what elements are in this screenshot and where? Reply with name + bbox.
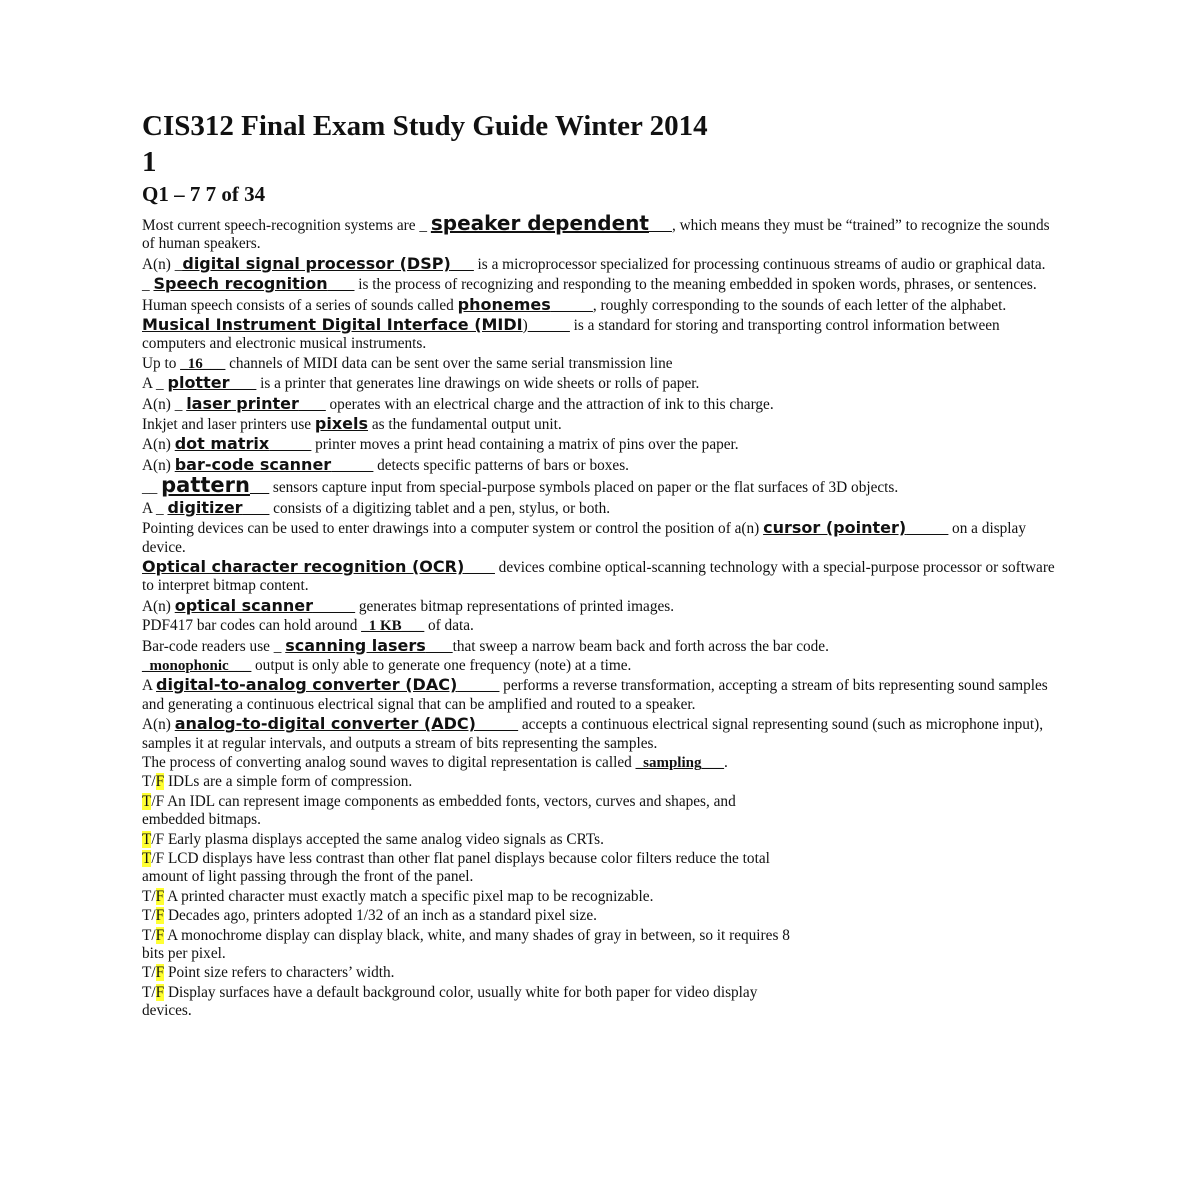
true-false-list bbox=[142, 773, 1062, 1020]
blank: ___ bbox=[425, 637, 453, 655]
question-text: , roughly corresponding to the sounds of each letter of the alphabet. bbox=[592, 296, 1007, 314]
blank: _____ bbox=[475, 716, 519, 734]
question-text: operates with an electrical charge and the attraction of ink to this charge. bbox=[325, 395, 774, 413]
question-11 bbox=[142, 456, 1062, 475]
question-9 bbox=[142, 415, 1062, 434]
question-text: , which means they must be “trained” to recognize the sounds of human speakers. bbox=[142, 217, 1050, 253]
question-text: A(n) bbox=[142, 436, 175, 454]
question-text: . bbox=[723, 753, 728, 771]
blank: _____ bbox=[312, 597, 356, 615]
tf-true: T bbox=[142, 983, 152, 1001]
tf-false: F bbox=[155, 850, 165, 867]
question-18 bbox=[142, 637, 1062, 656]
blank: _____ bbox=[906, 520, 949, 538]
question-text: devices combine optical-scanning technology with a special-purpose processor or software to interpret bitmap content. bbox=[142, 558, 1055, 595]
question-text: __ bbox=[142, 479, 162, 497]
tf-false: F bbox=[155, 773, 165, 791]
answer: Musical Instrument Digital Interface (MIDI bbox=[142, 315, 523, 335]
question-text: of data. bbox=[424, 617, 474, 635]
tf-false: F bbox=[155, 792, 165, 810]
question-2 bbox=[142, 255, 1062, 274]
tf-slash: / bbox=[151, 792, 156, 810]
question-text: A bbox=[142, 677, 157, 695]
tf-statement-continued: embedded bitmaps. bbox=[142, 811, 261, 829]
answer: laser printer bbox=[186, 393, 299, 413]
question-text: ) bbox=[522, 317, 528, 335]
answer: dot matrix bbox=[174, 434, 270, 454]
question-5 bbox=[142, 316, 1062, 354]
tf-false: F bbox=[155, 983, 165, 1001]
tf-true: T bbox=[142, 830, 152, 848]
tf-slash: / bbox=[151, 887, 156, 905]
question-16 bbox=[142, 597, 1062, 616]
tf-statement-continued: amount of light passing through the front of the panel. bbox=[142, 868, 474, 886]
question-text: A(n) bbox=[142, 716, 175, 734]
tf-slash: / bbox=[151, 773, 156, 791]
question-13 bbox=[142, 499, 1062, 518]
question-text: is a microprocessor specialized for processing continuous streams of audio or graphical data. bbox=[473, 255, 1046, 273]
tf-item bbox=[142, 888, 1062, 906]
answer: scanning lasers bbox=[285, 635, 426, 655]
answer: digitizer bbox=[167, 497, 243, 517]
blank: ___ bbox=[298, 395, 326, 413]
question-text: _ bbox=[142, 276, 154, 294]
tf-false: F bbox=[155, 964, 165, 982]
blank: ___ bbox=[242, 499, 270, 517]
question-text: is a printer that generates line drawings on wide sheets or rolls of paper. bbox=[256, 375, 700, 393]
tf-statement: IDLs are a simple form of compression. bbox=[164, 773, 413, 791]
tf-statement: A printed character must exactly match a specific pixel map to be recognizable. bbox=[164, 887, 654, 905]
question-text: sensors capture input from special-purpose symbols placed on paper or the flat surfaces of 3D objects. bbox=[269, 479, 899, 497]
question-7 bbox=[142, 374, 1062, 393]
answer: pattern bbox=[161, 473, 250, 498]
question-text: A(n) bbox=[142, 597, 175, 615]
tf-statement: An IDL can represent image components as embedded fonts, vectors, curves and shapes, and bbox=[164, 792, 736, 810]
answer: Optical character recognition (OCR) bbox=[142, 556, 465, 576]
tf-slash: / bbox=[151, 907, 156, 925]
answer: _sampling___ bbox=[635, 754, 724, 771]
tf-slash: / bbox=[151, 850, 156, 867]
question-text: performs a reverse transformation, accepting a stream of bits representing sound samples and generating a continuous electrical signal that can be amplified and routed to a speaker. bbox=[142, 677, 1048, 713]
tf-false: F bbox=[155, 830, 165, 848]
tf-item bbox=[142, 793, 1062, 830]
document-number: 1 bbox=[142, 146, 157, 178]
question-list bbox=[142, 211, 1062, 1021]
tf-slash: / bbox=[151, 983, 156, 1001]
question-text: A(n) _ bbox=[142, 255, 183, 273]
tf-item bbox=[142, 773, 1062, 791]
tf-slash: / bbox=[151, 830, 156, 848]
question-text: detects specific patterns of bars or boxes. bbox=[373, 456, 629, 474]
question-text: Bar-code readers use _ bbox=[142, 637, 286, 655]
question-12 bbox=[142, 473, 1062, 498]
tf-item bbox=[142, 927, 1062, 964]
tf-item bbox=[142, 964, 1062, 982]
question-text: as the fundamental output unit. bbox=[368, 416, 562, 434]
tf-slash: / bbox=[151, 964, 156, 982]
question-10 bbox=[142, 435, 1062, 454]
blank: ___ bbox=[450, 255, 474, 273]
question-text: on a display device. bbox=[142, 520, 1026, 556]
question-15 bbox=[142, 558, 1062, 596]
answer: plotter bbox=[167, 373, 230, 393]
blank: ___ bbox=[648, 217, 672, 234]
tf-item bbox=[142, 831, 1062, 849]
answer: _1 KB___ bbox=[361, 618, 425, 635]
question-text: generates bitmap representations of printed images. bbox=[355, 597, 675, 615]
question-14 bbox=[142, 519, 1062, 557]
blank: _____ bbox=[457, 677, 500, 695]
answer: Speech recognition bbox=[153, 274, 328, 294]
answer: digital-to-analog converter (DAC) bbox=[156, 675, 458, 695]
question-8 bbox=[142, 395, 1062, 414]
question-text: PDF417 bar codes can hold around bbox=[142, 617, 362, 635]
question-text: A(n) bbox=[142, 456, 175, 474]
answer: bar-code scanner bbox=[174, 454, 332, 474]
tf-item bbox=[142, 984, 1062, 1021]
blank: _____ bbox=[527, 317, 570, 335]
tf-false: F bbox=[155, 887, 165, 905]
question-1 bbox=[142, 211, 1062, 254]
question-text: channels of MIDI data can be sent over the same serial transmission line bbox=[225, 354, 673, 372]
tf-true: T bbox=[142, 792, 152, 810]
question-text: that sweep a narrow beam back and forth across the bar code. bbox=[452, 637, 829, 655]
document-title: CIS312 Final Exam Study Guide Winter 2014 bbox=[142, 110, 708, 142]
question-text: Up to bbox=[142, 354, 181, 372]
question-text: consists of a digitizing tablet and a pen, stylus, or both. bbox=[269, 499, 611, 517]
question-text: Human speech consists of a series of sounds called bbox=[142, 296, 458, 314]
tf-false: F bbox=[155, 926, 165, 944]
question-text: Most current speech-recognition systems are _ bbox=[142, 217, 431, 234]
answer: optical scanner bbox=[174, 595, 313, 615]
question-text: is a standard for storing and transporting control information between computers and electronic musical instruments. bbox=[142, 317, 1000, 353]
blank: _____ bbox=[331, 456, 374, 474]
question-19 bbox=[142, 657, 1062, 675]
question-21 bbox=[142, 715, 1062, 753]
tf-true: T bbox=[142, 773, 152, 791]
answer: phonemes bbox=[457, 294, 551, 314]
question-text: printer moves a print head containing a matrix of pins over the paper. bbox=[311, 436, 739, 454]
question-text: Pointing devices can be used to enter drawings into a computer system or control the position of a(n) bbox=[142, 520, 764, 538]
answer: _monophonic___ bbox=[142, 657, 252, 674]
blank: ____ bbox=[464, 558, 495, 576]
tf-statement: Early plasma displays accepted the same analog video signals as CRTs. bbox=[164, 830, 604, 848]
tf-true: T bbox=[142, 926, 152, 944]
tf-slash: / bbox=[151, 926, 156, 944]
blank: _____ bbox=[550, 296, 593, 314]
tf-item bbox=[142, 850, 1062, 887]
blank: ___ bbox=[229, 375, 257, 393]
tf-true: T bbox=[142, 964, 152, 982]
answer: cursor (pointer) bbox=[763, 518, 907, 538]
question-22 bbox=[142, 754, 1062, 772]
blank: ___ bbox=[327, 276, 355, 294]
answer: _16___ bbox=[180, 355, 226, 372]
document-subtitle: Q1 – 7 7 of 34 bbox=[142, 182, 266, 206]
tf-statement: LCD displays have less contrast than other flat panel displays because color filters reduce the total bbox=[164, 850, 770, 867]
answer: digital signal processor (DSP) bbox=[182, 253, 451, 273]
answer: analog-to-digital converter (ADC) bbox=[174, 714, 476, 734]
tf-true: T bbox=[142, 887, 152, 905]
blank: __ bbox=[249, 479, 270, 497]
question-text: Inkjet and laser printers use bbox=[142, 416, 315, 434]
question-4 bbox=[142, 296, 1062, 315]
question-text: The process of converting analog sound waves to digital representation is called bbox=[142, 753, 636, 771]
question-text: accepts a continuous electrical signal representing sound (such as microphone input), samples it at regular intervals, and outputs a stream of bits representing the samples. bbox=[142, 716, 1044, 752]
tf-statement-continued: devices. bbox=[142, 1002, 192, 1020]
question-text: A _ bbox=[142, 499, 168, 517]
tf-statement-continued: bits per pixel. bbox=[142, 945, 226, 963]
tf-item bbox=[142, 907, 1062, 925]
question-17 bbox=[142, 617, 1062, 635]
tf-true: T bbox=[142, 850, 152, 867]
tf-true: T bbox=[142, 907, 152, 925]
tf-statement: Point size refers to characters’ width. bbox=[164, 964, 395, 982]
question-text: A(n) _ bbox=[142, 395, 187, 413]
question-3 bbox=[142, 275, 1062, 294]
answer: pixels bbox=[314, 414, 369, 434]
blank: _____ bbox=[269, 436, 312, 454]
study-guide-page bbox=[142, 108, 1062, 1022]
question-text: is the process of recognizing and responding to the meaning embedded in spoken words, phrases, or sentences. bbox=[354, 276, 1037, 294]
tf-statement: Display surfaces have a default background color, usually white for both paper for video display bbox=[164, 983, 758, 1001]
question-20 bbox=[142, 676, 1062, 714]
question-text: output is only able to generate one frequency (note) at a time. bbox=[251, 656, 632, 674]
tf-statement: A monochrome display can display black, white, and many shades of gray in between, so it requires 8 bbox=[164, 926, 790, 944]
question-6 bbox=[142, 355, 1062, 373]
tf-false: F bbox=[155, 907, 165, 925]
question-text: A _ bbox=[142, 375, 168, 393]
answer: speaker dependent bbox=[430, 211, 649, 235]
tf-statement: Decades ago, printers adopted 1/32 of an inch as a standard pixel size. bbox=[164, 907, 597, 925]
